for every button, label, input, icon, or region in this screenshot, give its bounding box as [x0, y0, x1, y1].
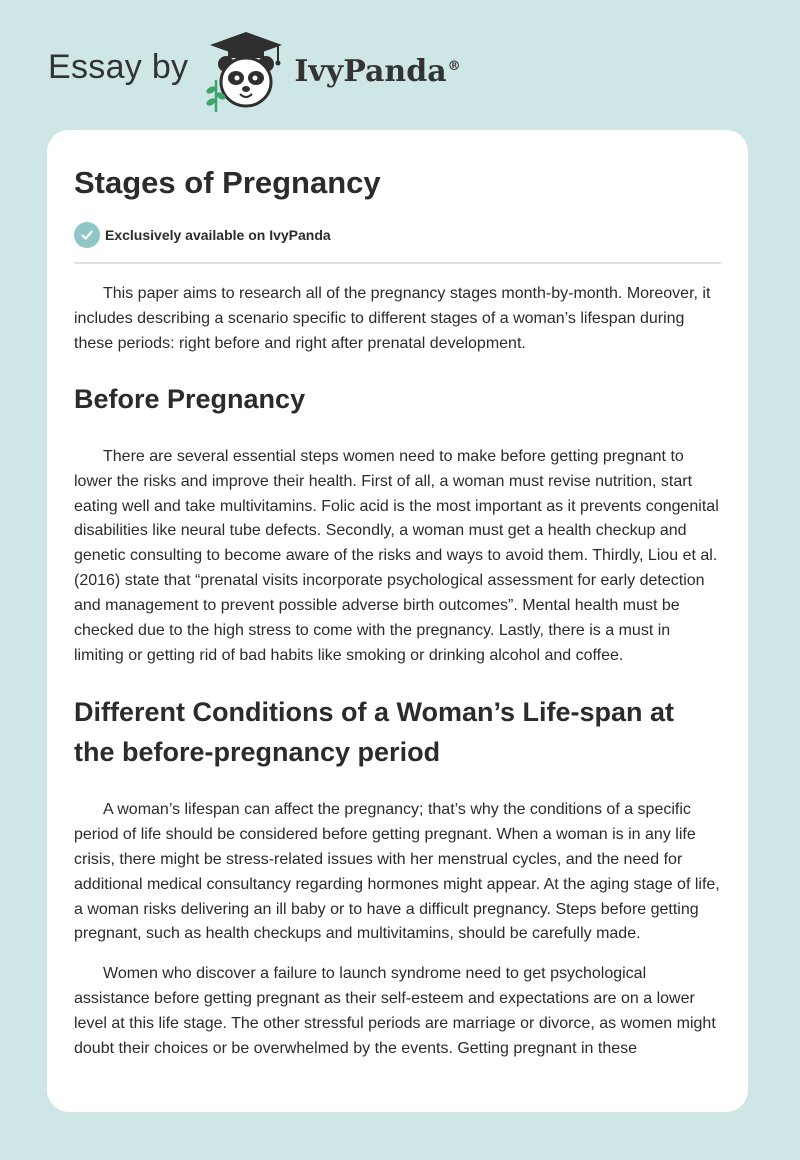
brand-prefix: Essay by	[48, 47, 189, 86]
section-heading-before-pregnancy: Before Pregnancy	[74, 383, 306, 414]
paragraph: A woman’s lifespan can affect the pregnancy; that’s why the conditions of a specific period of life should be considered before getting pregnant. When a woman is in any life crisis, there might be stress-related issues with her menstrual cycles, and the need for additional medical consultancy regarding hormones might appear. At the aging stage of life, a woman risks delivering an ill baby or to have a difficult pregnancy. Steps before getting pregnant, such as health checkups and multivitamins, should be carefully made.	[74, 800, 720, 943]
intro-paragraph: This paper aims to research all of the pregnancy stages month-by-month. Moreover, it includes describing a scenario specific to different stages of a woman’s lifespan during these periods: right before and right after prenatal development.	[74, 285, 711, 352]
brand-name: IvyPanda®	[294, 53, 461, 89]
paragraph: Women who discover a failure to launch syndrome need to get psychological assistance before getting pregnant as their self-esteem and expectations are on a lower level at this life stage. The other stressful periods are marriage or divorce, as women might doubt their choices or be overwhelmed by the events. Getting pregnant in these	[74, 965, 716, 1058]
exclusive-label: Exclusively available on IvyPanda	[105, 227, 331, 243]
brand-header	[48, 28, 461, 112]
paragraph: There are several essential steps women need to make before getting pregnant to lower the risks and improve their health. First of all, a woman must revise nutrition, start eating well and take multivitamins. Folic acid is the most important as it prevents congenital disabilities like neural tube defects. Secondly, a woman must get a health checkup and genetic consulting to become aware of the risks and ways to avoid them. Thirdly, Liou et al. (2016) state that “prenatal visits incorporate psychological assessment for early detection and management to prevent possible adverse birth outcomes”. Mental health must be checked due to the high stress to come with the pregnancy. Lastly, there is a must in limiting or getting rid of bad habits like smoking or drinking alcohol and coffee.	[74, 447, 719, 664]
essay-card	[47, 130, 748, 1112]
registered-mark: ®	[447, 58, 461, 74]
divider	[74, 262, 721, 264]
panda-logo-icon	[202, 28, 290, 112]
section-heading-conditions: Different Conditions of a Woman’s Life-span at the before-pregnancy period	[74, 696, 675, 767]
page-title: Stages of Pregnancy	[74, 165, 381, 200]
check-icon	[74, 222, 100, 248]
exclusive-badge	[74, 222, 721, 248]
